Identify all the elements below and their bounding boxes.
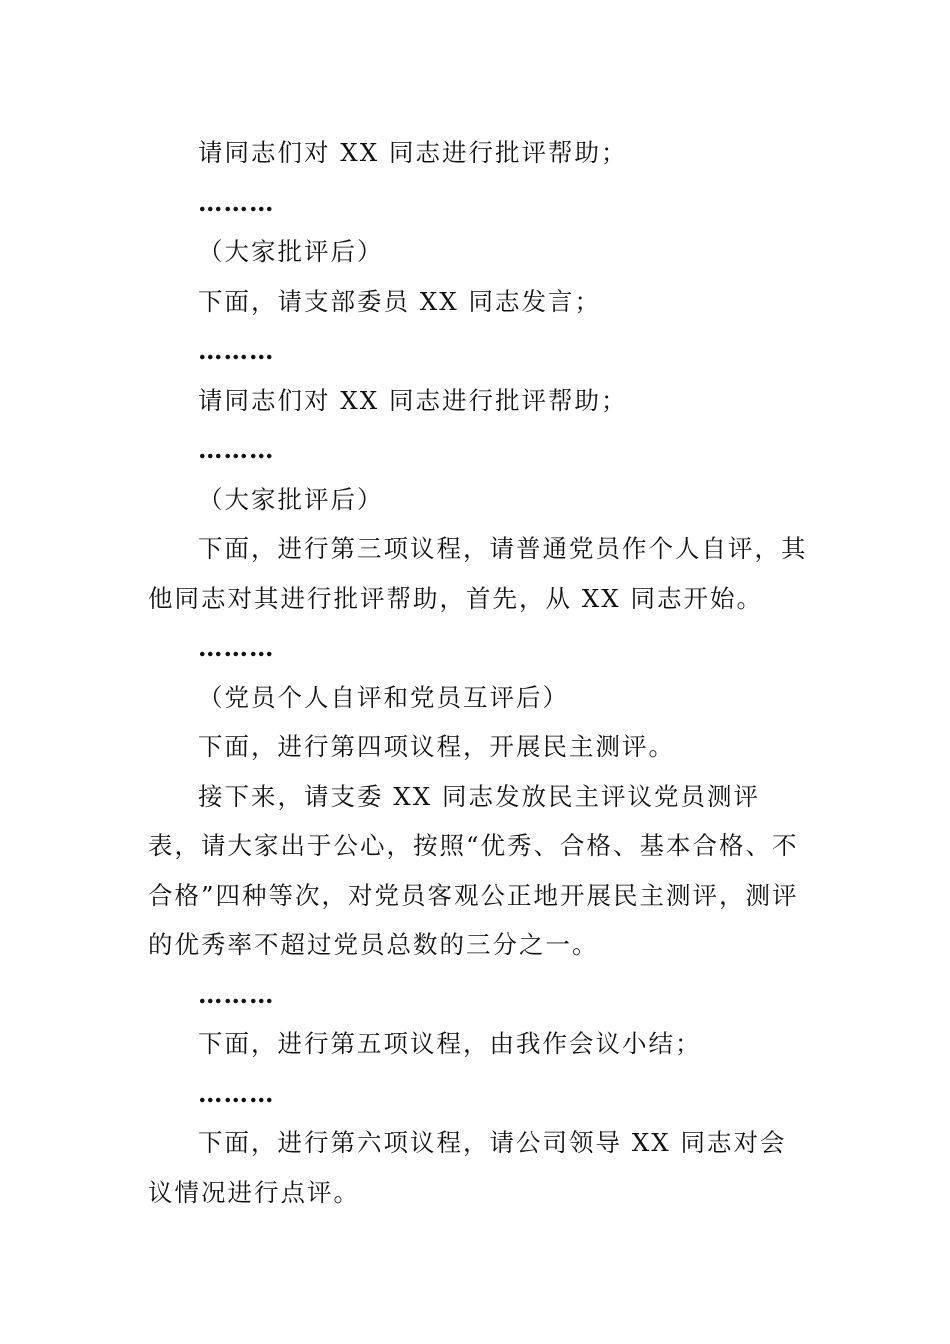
paragraph: 下面，进行第四项议程，开展民主测评。 — [198, 732, 675, 761]
paragraph: 请同志们对 XX 同志进行批评帮助； — [198, 138, 628, 167]
ellipsis-line: ……… — [198, 979, 275, 1009]
paragraph: 下面，进行第五项议程，由我作会议小结； — [198, 1029, 702, 1058]
paragraph: （党员个人自评和党员互评后） — [198, 682, 569, 712]
ellipsis-line: ……… — [198, 633, 275, 662]
paragraph: （大家批评后） — [198, 237, 384, 266]
ellipsis-line: ……… — [198, 435, 275, 464]
paragraph: 下面，进行第三项议程，请普通党员作个人自评，其他同志对其进行批评帮助，首先，从 XX 同志开始。 — [148, 534, 808, 613]
paragraph: 接下来，请支委 XX 同志发放民主评议党员测评表，请大家出于公心，按照“优秀、合格、基本合格、不合格”四种等次，对党员客观公正地开展民主测评，测评的优秀率不超过党员总数的三分之一。 — [148, 781, 799, 959]
paragraph: 请同志们对 XX 同志进行批评帮助； — [198, 385, 628, 415]
ellipsis-line: ……… — [198, 336, 275, 365]
ellipsis-line: ……… — [198, 187, 275, 217]
paragraph: 下面，进行第六项议程，请公司领导 XX 同志对会议情况进行点评。 — [148, 1128, 787, 1207]
ellipsis-line: ……… — [198, 1078, 275, 1108]
paragraph: 下面，请支部委员 XX 同志发言； — [198, 286, 601, 316]
paragraph: （大家批评后） — [198, 484, 384, 514]
document-body — [148, 128, 810, 1217]
